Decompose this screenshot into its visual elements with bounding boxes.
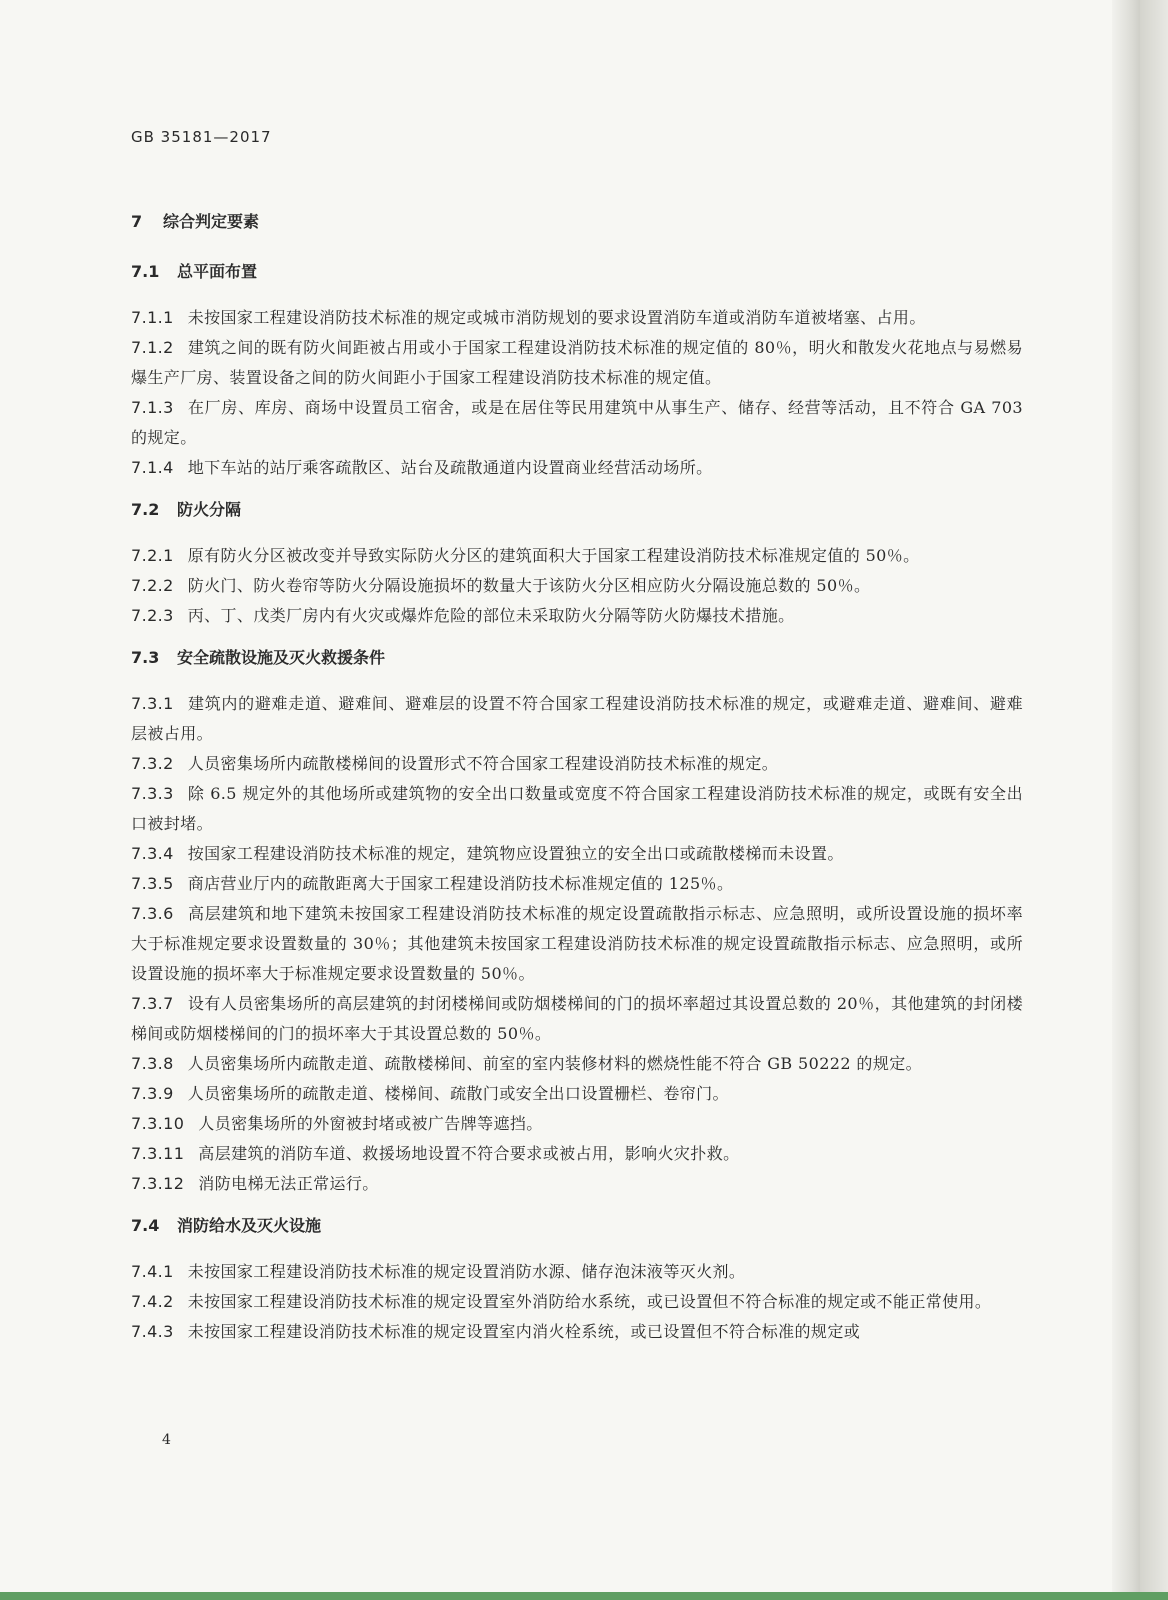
clause-text: 消防电梯无法正常运行。: [198, 1174, 379, 1193]
clause-number: 7.3.2: [131, 754, 174, 773]
section-heading: [131, 495, 1023, 525]
clause-number: 7.2.2: [131, 576, 174, 595]
section-number: 7.4: [131, 1216, 160, 1235]
clause: [131, 1317, 1023, 1347]
clause-text: 高层建筑和地下建筑未按国家工程建设消防技术标准的规定设置疏散指示标志、应急照明，或所设置设施的损坏率大于标准规定要求设置数量的 30％；其他建筑未按国家工程建设消防技术标准的规定设置疏散指示标志、应急照明，或所设置设施的损坏率大于标准规定要求设置数量的 50％。: [131, 904, 1023, 983]
section-7-1: [131, 257, 1023, 483]
bottom-edge: [0, 1592, 1168, 1600]
clause: [131, 839, 1023, 869]
clause-text: 未按国家工程建设消防技术标准的规定或城市消防规划的要求设置消防车道或消防车道被堵塞、占用。: [187, 308, 926, 327]
clause-text: 防火门、防火卷帘等防火分隔设施损坏的数量大于该防火分区相应防火分隔设施总数的 50％。: [187, 576, 871, 595]
clause-text: 除 6.5 规定外的其他场所或建筑物的安全出口数量或宽度不符合国家工程建设消防技术标准的规定，或既有安全出口被封堵。: [131, 784, 1023, 833]
clause-number: 7.3.1: [131, 694, 174, 713]
clause: [131, 393, 1023, 453]
clause: [131, 601, 1023, 631]
clause: [131, 333, 1023, 393]
clause: [131, 749, 1023, 779]
section-heading: [131, 643, 1023, 673]
clause-text: 按国家工程建设消防技术标准的规定，建筑物应设置独立的安全出口或疏散楼梯而未设置。: [187, 844, 844, 863]
clause: [131, 1109, 1023, 1139]
clause: [131, 1169, 1023, 1199]
clause-number: 7.1.4: [131, 458, 174, 477]
clause-text: 高层建筑的消防车道、救援场地设置不符合要求或被占用，影响火灾扑救。: [198, 1144, 740, 1163]
page-number: 4: [162, 1432, 171, 1448]
clause-text: 未按国家工程建设消防技术标准的规定设置消防水源、储存泡沫液等灭火剂。: [187, 1262, 746, 1281]
scan-edge: [1140, 0, 1168, 1592]
chapter-number: 7: [131, 212, 143, 231]
clause-number: 7.3.10: [131, 1114, 185, 1133]
clause: [131, 303, 1023, 333]
section-number: 7.2: [131, 500, 160, 519]
clause: [131, 689, 1023, 749]
clause-text: 建筑之间的既有防火间距被占用或小于国家工程建设消防技术标准的规定值的 80％，明火和散发火花地点与易燃易爆生产厂房、装置设备之间的防火间距小于国家工程建设消防技术标准的规定值。: [131, 338, 1023, 387]
clause-number: 7.1.3: [131, 398, 174, 417]
section-heading: [131, 257, 1023, 287]
clause-number: 7.4.1: [131, 1262, 174, 1281]
section-title: 防火分隔: [177, 500, 242, 519]
section-7-2: [131, 495, 1023, 631]
clause-number: 7.1.2: [131, 338, 174, 357]
clause-number: 7.3.4: [131, 844, 174, 863]
clause-text: 人员密集场所的外窗被封堵或被广告牌等遮挡。: [198, 1114, 543, 1133]
clause-text: 地下车站的站厅乘客疏散区、站台及疏散通道内设置商业经营活动场所。: [187, 458, 713, 477]
clause-text: 丙、丁、戊类厂房内有火灾或爆炸危险的部位未采取防火分隔等防火防爆技术措施。: [187, 606, 795, 625]
clause-number: 7.3.7: [131, 994, 174, 1013]
document-id: GB 35181—2017: [131, 128, 272, 146]
clause-number: 7.3.6: [131, 904, 174, 923]
clause: [131, 1287, 1023, 1317]
section-7-4: [131, 1211, 1023, 1347]
clause-text: 在厂房、库房、商场中设置员工宿舍，或是在居住等民用建筑中从事生产、储存、经营等活动，且不符合 GA 703 的规定。: [131, 398, 1023, 447]
clause: [131, 1049, 1023, 1079]
chapter-heading: [131, 207, 1023, 237]
section-title: 安全疏散设施及灭火救援条件: [177, 648, 386, 667]
clause-number: 7.3.8: [131, 1054, 174, 1073]
clause-text: 人员密集场所的疏散走道、楼梯间、疏散门或安全出口设置栅栏、卷帘门。: [187, 1084, 729, 1103]
clause-number: 7.3.12: [131, 1174, 185, 1193]
clause-text: 未按国家工程建设消防技术标准的规定设置室内消火栓系统，或已设置但不符合标准的规定或: [187, 1322, 861, 1341]
clause-number: 7.3.11: [131, 1144, 185, 1163]
section-title: 总平面布置: [177, 262, 258, 281]
clause: [131, 453, 1023, 483]
clause: [131, 541, 1023, 571]
clause: [131, 779, 1023, 839]
clause: [131, 1139, 1023, 1169]
clause: [131, 989, 1023, 1049]
clause: [131, 1257, 1023, 1287]
clause-number: 7.1.1: [131, 308, 174, 327]
clause: [131, 1079, 1023, 1109]
clause-text: 原有防火分区被改变并导致实际防火分区的建筑面积大于国家工程建设消防技术标准规定值的 50％。: [187, 546, 920, 565]
clause-number: 7.3.3: [131, 784, 174, 803]
clause-number: 7.2.3: [131, 606, 174, 625]
chapter-title: 综合判定要素: [163, 212, 260, 231]
clause-text: 商店营业厅内的疏散距离大于国家工程建设消防技术标准规定值的 125％。: [187, 874, 734, 893]
clause-text: 人员密集场所内疏散走道、疏散楼梯间、前室的室内装修材料的燃烧性能不符合 GB 50222 的规定。: [187, 1054, 923, 1073]
section-heading: [131, 1211, 1023, 1241]
clause-number: 7.3.5: [131, 874, 174, 893]
clause-number: 7.4.2: [131, 1292, 174, 1311]
clause-number: 7.2.1: [131, 546, 174, 565]
section-7-3: [131, 643, 1023, 1199]
section-number: 7.3: [131, 648, 160, 667]
clause-text: 人员密集场所内疏散楼梯间的设置形式不符合国家工程建设消防技术标准的规定。: [187, 754, 779, 773]
clause-text: 未按国家工程建设消防技术标准的规定设置室外消防给水系统，或已设置但不符合标准的规定或不能正常使用。: [187, 1292, 992, 1311]
clause-number: 7.4.3: [131, 1322, 174, 1341]
section-title: 消防给水及灭火设施: [177, 1216, 322, 1235]
clause: [131, 571, 1023, 601]
clause-number: 7.3.9: [131, 1084, 174, 1103]
clause: [131, 899, 1023, 989]
clause-text: 建筑内的避难走道、避难间、避难层的设置不符合国家工程建设消防技术标准的规定，或避难走道、避难间、避难层被占用。: [131, 694, 1023, 743]
clause-text: 设有人员密集场所的高层建筑的封闭楼梯间或防烟楼梯间的门的损坏率超过其设置总数的 20％，其他建筑的封闭楼梯间或防烟楼梯间的门的损坏率大于其设置总数的 50％。: [131, 994, 1023, 1043]
page-content: [131, 207, 1023, 1359]
clause: [131, 869, 1023, 899]
section-number: 7.1: [131, 262, 160, 281]
